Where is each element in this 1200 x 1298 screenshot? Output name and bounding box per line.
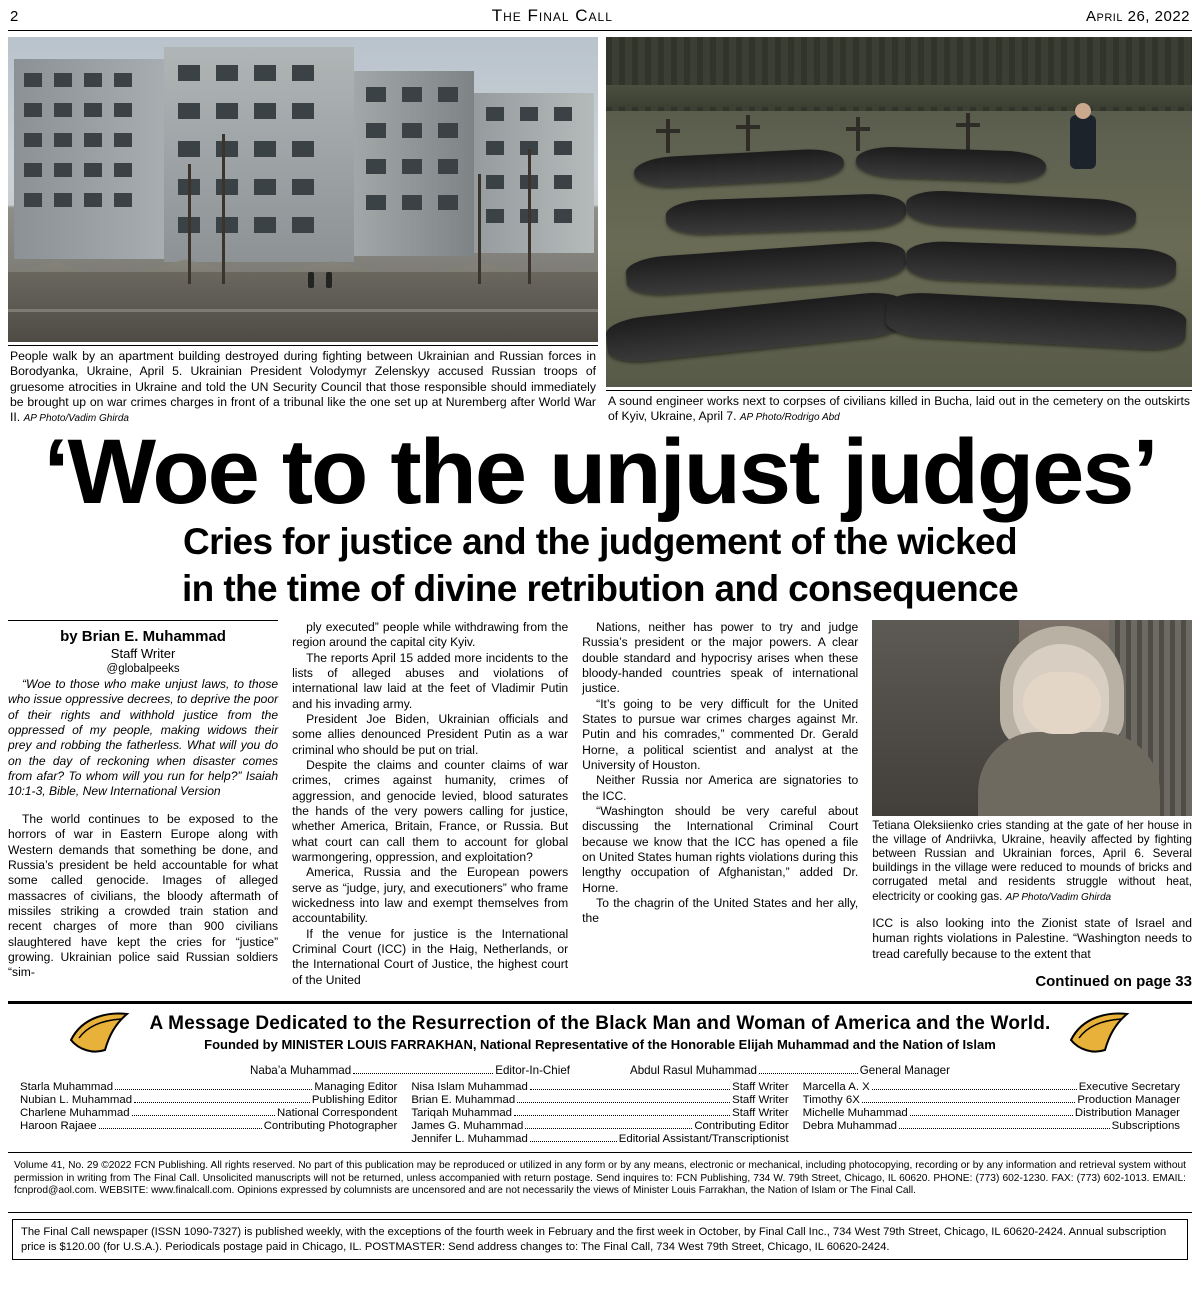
caption-left-text: People walk by an apartment building destroyed during fighting between Ukrainian and Russian forces in Borodyanka, Ukraine, April 5. Ukrainian President Volodymyr Zelenskyy accused Russian troops of gruesome atrocities in Ukraine and told the UN Security Council that those responsible should immediately be brought up on war crimes charges in front of a tribunal like the one set up at Nuremberg after World War II. <box>10 349 596 424</box>
staff-name: Michelle Muhammad <box>802 1106 908 1119</box>
staff-title: Staff Writer <box>732 1093 789 1106</box>
caption-woman <box>872 816 1192 904</box>
article-column-3 <box>582 620 858 991</box>
staff-columns <box>8 1081 1192 1146</box>
staff-title: Publishing Editor <box>311 1093 398 1106</box>
staff-column-1 <box>20 1081 397 1146</box>
caption-right-text: A sound engineer works next to corpses of civilians killed in Bucha, laid out in the cemetery on the outskirts of Kyiv, Ukraine, April 7. <box>608 394 1190 424</box>
staff-title: Contributing Photographer <box>263 1119 398 1132</box>
page-title: ‘Woe to the unjust judges’ <box>43 420 1157 523</box>
staff-name: Naba’a Muhammad <box>250 1063 352 1077</box>
article-column-2 <box>292 620 568 991</box>
staff-name: Jennifer L. Muhammad <box>411 1132 528 1145</box>
caption-right-credit: AP Photo/Rodrigo Abd <box>739 412 840 424</box>
staff-title: Staff Writer <box>732 1080 789 1093</box>
article-paragraph: ICC is also looking into the Zionist state of Israel and human rights violations in Palestine. “Washington needs to tread carefully because to the extent that <box>872 915 1192 961</box>
article-column-4 <box>872 620 1192 991</box>
article-paragraph: The reports April 15 added more incidents to the lists of alleged abuses and violations of international law laid at the feet of Vladimir Putin and his invading army. <box>292 650 569 711</box>
photo-block-right <box>606 37 1192 426</box>
byline-handle: @globalpeeks <box>106 663 180 676</box>
article-lede: “Woe to those who make unjust laws, to those who issue oppressive decrees, to deprive the poor of their rights and withhold justice from the oppressed of my people, making widows their prey and robbing the fatherless. What will you do on the day of reckoning when disaster comes from afar? To whom will you run for help?” Isaiah 10:1-3, Bible, New International Version <box>8 677 279 799</box>
article-paragraph: If the venue for justice is the International Criminal Court (ICC) in the Haig, Netherlands, or the International Court of Justice, the highest court of the United <box>292 926 569 987</box>
photo-tetiana-oleksiienko-crying <box>872 620 1192 816</box>
publication-legal-box: The Final Call newspaper (ISSN 1090-7327) is published weekly, with the exceptions of the fourth week in February and the first week in October, by Final Call Inc., 734 West 79th Street, Chicago, IL 60620-2424. Annual subscription price is $120.00 (for U.S.A.). Periodicals postage paid in Chicago, IL. POSTMASTER: Send address changes to: The Final Call, 734 West 79th Street, Chicago, IL 60620-2424. <box>12 1219 1188 1260</box>
article-body <box>8 620 1192 991</box>
staff-title: Distribution Manager <box>1074 1106 1180 1119</box>
horn-icon-right <box>1069 1010 1131 1056</box>
staff-box <box>8 1001 1192 1213</box>
staff-title: Subscriptions <box>1111 1119 1180 1132</box>
copyright-fineprint: Volume 41, No. 29 ©2022 FCN Publishing. All rights reserved. No part of this publication may be reproduced or utilized in any form or by any means, electronic or mechanical, including photocopying, recording or by any information and retrieval system without permission in writing from The Final Call. Unsolicited manuscripts will not be returned, unless accompanied with return postage. Send inquires to: FCN Publishing, 734 W. 79th Street, Chicago, IL 60620. PHONE: (773) 602-1230. FAX: (773) 602-1013. EMAIL: fcnprod@aol.com. WEBSITE: www.finalcall.com. Opinions expressed by columnists are uncensored and are not necessarily the views of Minister Louis Farrakhan, the Nation of Islam or The Final Call. <box>8 1152 1192 1204</box>
article-paragraph: President Joe Biden, Ukrainian officials and some allies denounced President Putin as a war criminal who should be put on trial. <box>292 711 569 757</box>
staff-name: Nubian L. Muhammad <box>20 1093 133 1106</box>
masthead-rule <box>8 30 1192 31</box>
article-paragraph: Nations, neither has power to try and judge Russia’s president or the major powers. A clear double standard and hypocrisy arises when these bloody-handed countries speak of international justice. <box>582 619 859 696</box>
continued-link[interactable]: Continued on page 33 <box>1035 972 1192 990</box>
staff-name: Marcella A. X <box>802 1080 870 1093</box>
page-masthead <box>8 4 1192 30</box>
article-column-1 <box>8 620 278 991</box>
byline-role: Staff Writer <box>110 645 176 661</box>
article-paragraph: Despite the claims and counter claims of war crimes, crimes against humanity, crimes of aggression, and genocide levied, blood saturates the hands of the very powers calling for justice, whether America, Britain, France, or Russia. But what court can call them to account for global warmongering, oppression, and exploitation? <box>292 758 569 865</box>
staff-name: James G. Muhammad <box>411 1119 524 1132</box>
horn-icon-left <box>69 1010 131 1056</box>
staff-title: General Manager <box>859 1063 950 1077</box>
page-number: 2 <box>10 8 19 25</box>
article-paragraph: America, Russia and the European powers serve as “judge, jury, and executioners” who frame wickedness into law and exempt themselves from accountability. <box>292 865 569 926</box>
photo-destroyed-apartment-building <box>8 37 598 342</box>
staff-name: Brian E. Muhammad <box>411 1093 516 1106</box>
paper-title: The Final Call <box>491 6 613 25</box>
photo-block-left <box>8 37 598 426</box>
staff-name: Charlene Muhammad <box>20 1106 130 1119</box>
staff-name: Starla Muhammad <box>20 1080 114 1093</box>
article-paragraph: Neither Russia nor America are signatories to the ICC. <box>582 773 859 803</box>
staff-title: Contributing Editor <box>694 1119 789 1132</box>
staff-name: Haroon Rajaee <box>20 1119 97 1132</box>
staff-title: Production Manager <box>1077 1093 1180 1106</box>
article-paragraph: ply executed” people while withdrawing from the region around the capital city Kyiv. <box>292 619 569 650</box>
staff-name: Abdul Rasul Muhammad <box>630 1063 757 1077</box>
staff-name: Nisa Islam Muhammad <box>411 1080 528 1093</box>
subhead-line-1: Cries for justice and the judgement of the wicked <box>182 521 1018 563</box>
mission-subtitle: Founded by MINISTER LOUIS FARRAKHAN, National Representative of the Honorable Elijah Muhammad and the Nation of Islam <box>204 1037 996 1053</box>
staff-title: Editorial Assistant/Transcriptionist <box>618 1132 789 1145</box>
staff-column-3 <box>803 1081 1180 1146</box>
staff-leadership <box>8 1064 1192 1077</box>
staff-title: Executive Secretary <box>1078 1080 1180 1093</box>
staff-name: Tariqah Muhammad <box>411 1106 512 1119</box>
staff-title: Editor-In-Chief <box>495 1063 570 1077</box>
caption-left-credit: AP Photo/Vadim Ghirda <box>23 413 129 424</box>
staff-title: Staff Writer <box>732 1106 789 1119</box>
staff-title: Managing Editor <box>314 1080 398 1093</box>
staff-name: Timothy 6X <box>802 1093 860 1106</box>
subhead-line-2: in the time of divine retribution and consequence <box>181 568 1019 610</box>
caption-woman-text: Tetiana Oleksiienko cries standing at the gate of her house in the village of Andriivka, Ukraine, heavily affected by fighting between Russian and Ukrainian forces, April 6. Several buildings in the village were reduced to mounds of bricks and corrugated metal and residents struggle without heat, electricity or cooking gas. <box>872 818 1192 903</box>
mission-title: A Message Dedicated to the Resurrection of the Black Man and Woman of America and the World. <box>149 1013 1051 1035</box>
photo-bucha-cemetery-corpses <box>606 37 1192 387</box>
caption-woman-credit: AP Photo/Vadim Ghirda <box>1005 891 1112 903</box>
byline-author: by Brian E. Muhammad <box>8 620 278 646</box>
staff-name: Debra Muhammad <box>802 1119 897 1132</box>
issue-date: April 26, 2022 <box>1085 8 1190 25</box>
article-paragraph: “Washington should be very careful about discussing the International Criminal Court because we know that the ICC has opened a file on United States human rights violations during this lengthy occupation of Afghanistan,” added Dr. Horne. <box>582 804 859 895</box>
staff-title: National Correspondent <box>277 1106 398 1119</box>
article-paragraph: The world continues to be exposed to the horrors of war in Eastern Europe along with Western demands that something be done, and Russia’s president be held accountable for what some called genocide. Images of alleged massacres of civilians, the bloody aftermath of missiles striking a crowded train station and recent charges of more than 900 civilians slaughtered have kept the cries for “justice” growing. Ukrainian police said Russian soldiers “sim- <box>8 811 279 980</box>
article-paragraph: To the chagrin of the United States and her ally, the <box>582 896 859 926</box>
caption-left <box>8 345 598 426</box>
mission-statement <box>149 1013 1050 1052</box>
headline-block <box>8 420 1192 610</box>
article-paragraph: “It’s going to be very difficult for the United States to pursue war crimes charges against Mr. Putin and his comrades,” commented Dr. Gerald Horne, a political scientist and analyst at the University of Houston. <box>582 696 859 773</box>
photo-row <box>8 37 1192 426</box>
mission-statement-row <box>8 1010 1192 1056</box>
staff-column-2 <box>411 1081 788 1146</box>
